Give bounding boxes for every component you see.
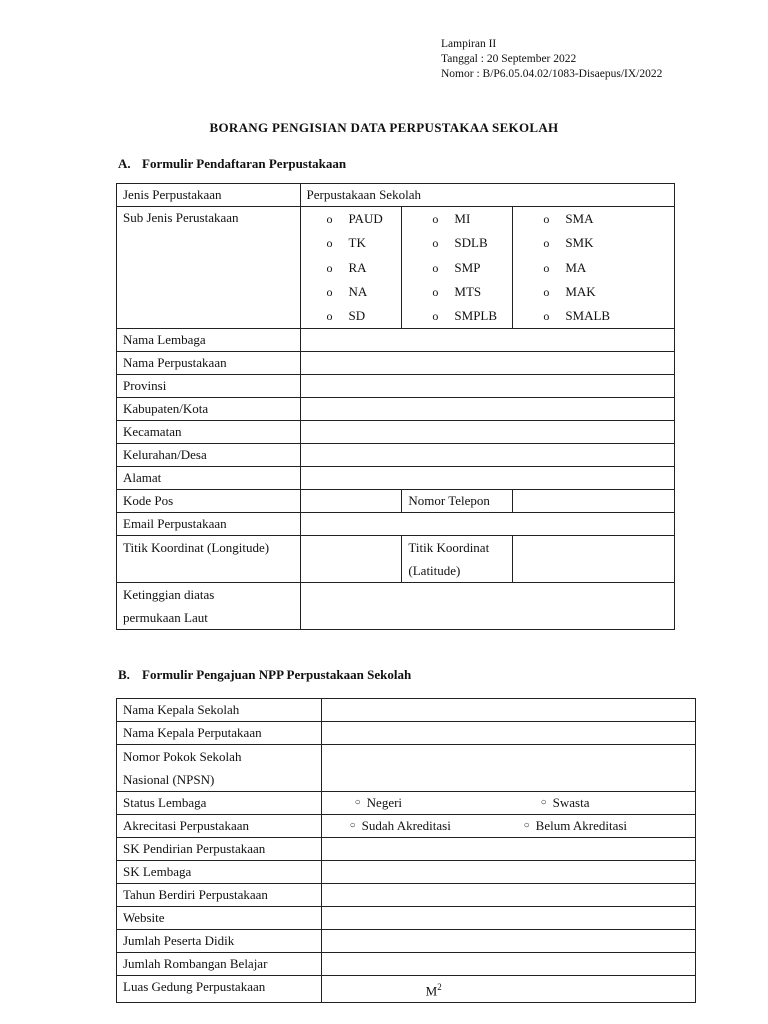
bullet-icon: o xyxy=(432,212,439,227)
provinsi-field[interactable] xyxy=(300,375,674,398)
nama-lembaga-field[interactable] xyxy=(300,329,674,352)
section-a-number: A. xyxy=(118,156,131,171)
table-row xyxy=(117,699,696,722)
latitude-field[interactable] xyxy=(513,536,675,583)
bullet-icon: o xyxy=(432,260,439,275)
option-label: SMK xyxy=(565,235,594,251)
email-label: Email Perpustakaan xyxy=(117,513,301,536)
akreditasi-sudah-label: Sudah Akreditasi xyxy=(361,818,451,833)
option-label: MA xyxy=(565,259,587,275)
bullet-icon: o xyxy=(326,236,333,251)
rombongan-belajar-label: Jumlah Rombangan Belajar xyxy=(117,953,322,976)
sub-jenis-col2 xyxy=(402,207,513,329)
jenis-label: Jenis Perpustakaan xyxy=(117,184,301,207)
section-b-title: Formulir Pengajuan NPP Perpustakaan Sekolah xyxy=(142,667,412,682)
lampiran-text: Lampiran II xyxy=(441,38,497,50)
bullet-icon: o xyxy=(432,236,439,251)
table-row xyxy=(117,815,696,838)
luas-gedung-label: Luas Gedung Perpustakaan xyxy=(117,976,322,1003)
document-title: BORANG PENGISIAN DATA PERPUSTAKAA SEKOLAH xyxy=(209,120,559,135)
tahun-berdiri-label: Tahun Berdiri Perpustakaan xyxy=(117,884,322,907)
table-row xyxy=(117,536,675,583)
status-label: Status Lembaga xyxy=(117,792,322,815)
akreditasi-sudah-option[interactable] xyxy=(344,815,451,837)
longitude-label: Titik Koordinat (Longitude) xyxy=(117,536,301,583)
bullet-icon: o xyxy=(326,212,333,227)
option-smk[interactable] xyxy=(513,231,674,255)
table-row xyxy=(117,838,696,861)
table-row xyxy=(117,490,675,513)
table-row xyxy=(117,884,696,907)
option-smalb[interactable] xyxy=(513,304,674,328)
status-swasta-option[interactable] xyxy=(535,792,590,814)
luas-unit-sup: 2 xyxy=(437,982,442,992)
npsn-label-line2: Nasional (NPSN) xyxy=(123,772,215,787)
table-row xyxy=(117,722,696,745)
option-label: SMPLB xyxy=(454,308,498,324)
table-row xyxy=(117,398,675,421)
option-label: TK xyxy=(348,235,366,251)
ketinggian-field[interactable] xyxy=(300,583,674,630)
table-row xyxy=(117,467,675,490)
kecamatan-label: Kecamatan xyxy=(117,421,301,444)
npsn-field[interactable] xyxy=(321,745,695,792)
table-row xyxy=(117,184,675,207)
option-ra[interactable] xyxy=(301,256,402,280)
option-sdlb[interactable] xyxy=(402,231,512,255)
radio-icon: ○ xyxy=(523,820,530,831)
option-tk[interactable] xyxy=(301,231,402,255)
table-row xyxy=(117,861,696,884)
kabupaten-field[interactable] xyxy=(300,398,674,421)
table-row xyxy=(117,329,675,352)
table-row xyxy=(117,421,675,444)
bullet-icon: o xyxy=(326,285,333,300)
website-label: Website xyxy=(117,907,322,930)
option-label: SMA xyxy=(565,211,594,226)
kode-pos-label: Kode Pos xyxy=(117,490,301,513)
npp-form-table xyxy=(116,698,696,1003)
option-sma[interactable] xyxy=(513,207,674,231)
radio-icon: ○ xyxy=(354,797,361,808)
attachment-header xyxy=(441,37,662,82)
table-row xyxy=(117,444,675,467)
bullet-icon: o xyxy=(543,212,550,227)
latitude-label xyxy=(402,536,513,583)
kecamatan-field[interactable] xyxy=(300,421,674,444)
peserta-didik-field[interactable] xyxy=(321,930,695,953)
bullet-icon: o xyxy=(326,309,333,324)
sub-jenis-col3 xyxy=(513,207,675,329)
kode-pos-field[interactable] xyxy=(300,490,402,513)
akreditasi-belum-option[interactable] xyxy=(518,815,627,837)
ketinggian-label xyxy=(117,583,301,630)
bullet-icon: o xyxy=(543,285,550,300)
option-ma[interactable] xyxy=(513,256,674,280)
kepala-sekolah-label: Nama Kepala Sekolah xyxy=(117,699,322,722)
sub-jenis-col1 xyxy=(300,207,402,329)
option-mak[interactable] xyxy=(513,280,674,304)
option-smp[interactable] xyxy=(402,256,512,280)
option-mi[interactable] xyxy=(402,207,512,231)
ketinggian-label-line1: Ketinggian diatas xyxy=(123,587,215,603)
option-na[interactable] xyxy=(301,280,402,304)
option-sd[interactable] xyxy=(301,304,402,328)
bullet-icon: o xyxy=(326,260,333,275)
email-field[interactable] xyxy=(300,513,674,536)
kepala-sekolah-field[interactable] xyxy=(321,699,695,722)
option-label: SMALB xyxy=(565,308,611,324)
section-b-number: B. xyxy=(118,667,130,682)
table-row xyxy=(117,352,675,375)
akreditasi-label: Akrecitasi Perpustakaan xyxy=(117,815,322,838)
table-row xyxy=(117,953,696,976)
bullet-icon: o xyxy=(543,260,550,275)
tanggal-text: Tanggal : 20 September 2022 xyxy=(441,53,577,65)
nomor-telepon-label: Nomor Telepon xyxy=(402,490,513,513)
bullet-icon: o xyxy=(432,285,439,300)
status-swasta-label: Swasta xyxy=(552,795,590,810)
latitude-label-line2: (Latitude) xyxy=(408,563,461,579)
table-row xyxy=(117,207,675,329)
radio-icon: ○ xyxy=(540,797,547,808)
option-label: MI xyxy=(454,211,471,226)
option-mts[interactable] xyxy=(402,280,512,304)
tahun-berdiri-field[interactable] xyxy=(321,884,695,907)
nomor-telepon-field[interactable] xyxy=(513,490,675,513)
kelurahan-field[interactable] xyxy=(300,444,674,467)
alamat-label: Alamat xyxy=(117,467,301,490)
option-label: PAUD xyxy=(348,211,383,226)
sk-pendirian-field[interactable] xyxy=(321,838,695,861)
rombongan-belajar-field[interactable] xyxy=(321,953,695,976)
table-row xyxy=(117,930,696,953)
option-smplb[interactable] xyxy=(402,304,512,328)
bullet-icon: o xyxy=(543,309,550,324)
website-field[interactable] xyxy=(321,907,695,930)
jenis-value: Perpustakaan Sekolah xyxy=(300,184,674,207)
option-label: MAK xyxy=(565,283,596,299)
section-b-heading xyxy=(118,667,411,683)
option-label: MTS xyxy=(454,283,482,299)
provinsi-label: Provinsi xyxy=(117,375,301,398)
peserta-didik-label: Jumlah Peserta Didik xyxy=(117,930,322,953)
table-row xyxy=(117,583,675,630)
sk-lembaga-label: SK Lembaga xyxy=(117,861,322,884)
npsn-label xyxy=(117,745,322,792)
section-a-heading xyxy=(118,156,346,172)
kelurahan-label: Kelurahan/Desa xyxy=(117,444,301,467)
ketinggian-label-line2: permukaan Laut xyxy=(123,610,208,626)
kabupaten-label: Kabupaten/Kota xyxy=(117,398,301,421)
kepala-perpus-field[interactable] xyxy=(321,722,695,745)
table-row xyxy=(117,513,675,536)
table-row xyxy=(117,792,696,815)
sub-jenis-label: Sub Jenis Perustakaan xyxy=(117,207,301,329)
status-options xyxy=(321,792,695,815)
akreditasi-belum-label: Belum Akreditasi xyxy=(535,818,628,833)
option-label: SD xyxy=(348,308,366,324)
sk-pendirian-label: SK Pendirian Perpustakaan xyxy=(117,838,322,861)
section-a-title: Formulir Pendaftaran Perpustakaan xyxy=(142,156,347,171)
nama-perpustakaan-label: Nama Perpustakaan xyxy=(117,352,301,375)
table-row xyxy=(117,375,675,398)
option-label: SDLB xyxy=(454,235,488,251)
akreditasi-options xyxy=(321,815,695,838)
option-label: SMP xyxy=(454,259,481,275)
nama-lembaga-label: Nama Lembaga xyxy=(117,329,301,352)
status-negeri-option[interactable] xyxy=(349,792,402,814)
nama-perpustakaan-field[interactable] xyxy=(300,352,674,375)
bullet-icon: o xyxy=(432,309,439,324)
radio-icon: ○ xyxy=(349,820,356,831)
luas-gedung-field[interactable] xyxy=(321,976,695,1003)
alamat-field[interactable] xyxy=(300,467,674,490)
option-label: NA xyxy=(348,283,368,299)
npsn-label-line1: Nomor Pokok Sekolah xyxy=(123,749,242,764)
table-row xyxy=(117,976,696,1003)
status-negeri-label: Negeri xyxy=(366,795,403,810)
sk-lembaga-field[interactable] xyxy=(321,861,695,884)
table-row xyxy=(117,907,696,930)
bullet-icon: o xyxy=(543,236,550,251)
option-paud[interactable] xyxy=(301,207,402,231)
nomor-text: Nomor : B/P6.05.04.02/1083-Disaepus/IX/2022 xyxy=(441,68,663,80)
option-label: RA xyxy=(348,259,367,275)
kepala-perpus-label: Nama Kepala Perputakaan xyxy=(117,722,322,745)
luas-unit: M xyxy=(425,983,438,999)
longitude-field[interactable] xyxy=(300,536,402,583)
table-row xyxy=(117,745,696,792)
registration-form-table xyxy=(116,183,675,630)
latitude-label-line1: Titik Koordinat xyxy=(408,540,490,556)
